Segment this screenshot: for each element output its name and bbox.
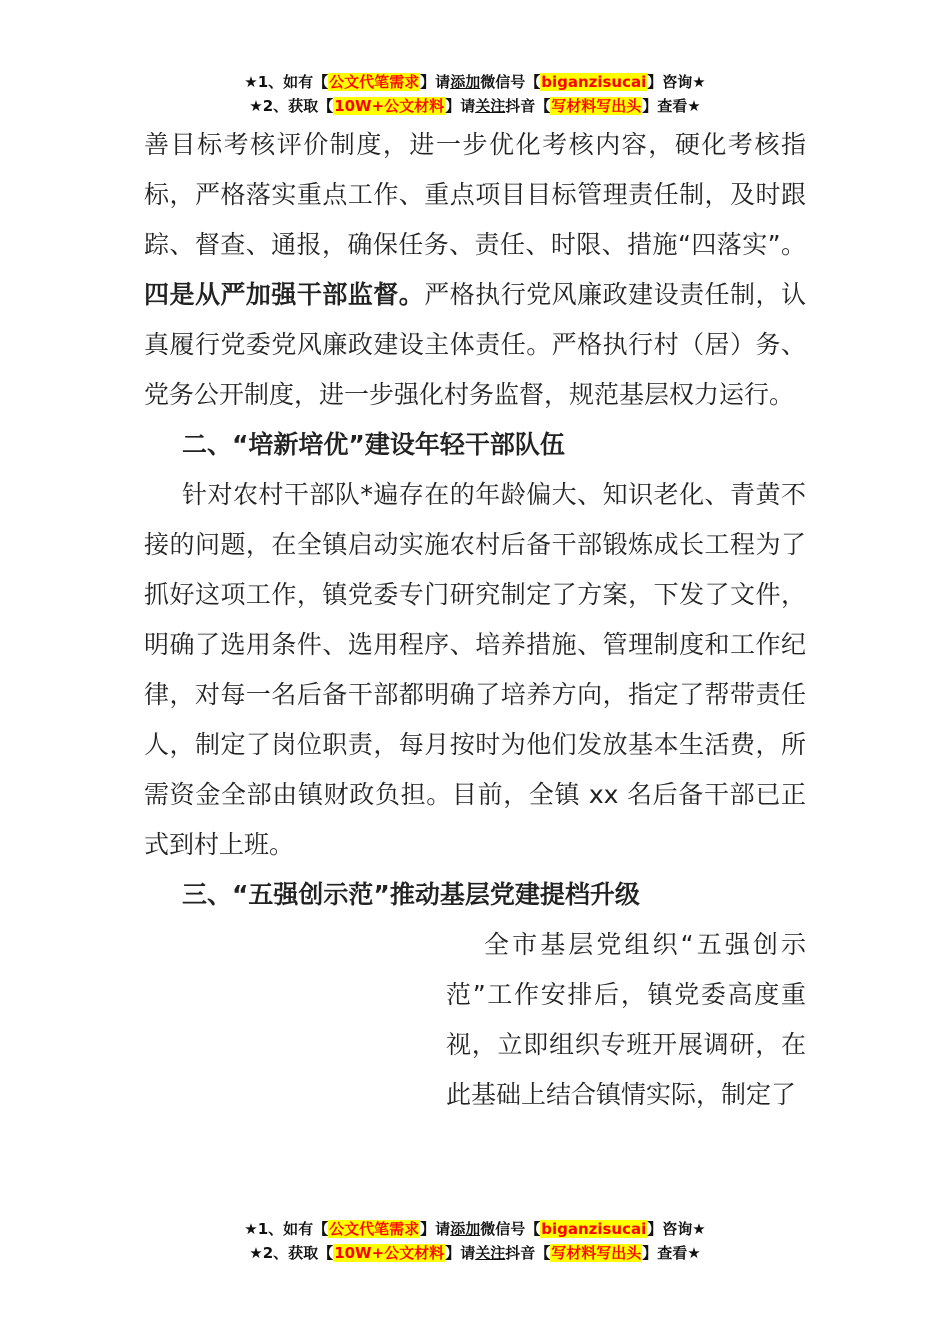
- paragraph-text: 善目标考核评价制度，进一步优化考核内容，硬化考核指标，严格落实重点工作、重点项目目标管理责任制，及时跟踪、督查、通报，确保任务、责任、时限、措施“四落实”。: [144, 130, 806, 259]
- banner-text: 】请: [420, 73, 451, 91]
- banner-line-2: [0, 94, 950, 118]
- underline-follow: 关注: [475, 97, 506, 115]
- paragraph-supervision: [144, 120, 806, 420]
- section-heading-3: 三、“五强创示范”推动基层党建提档升级: [182, 880, 640, 909]
- underline-follow: 关注: [475, 1244, 506, 1262]
- highlight-douyin-account: 写材料写出头: [551, 97, 642, 115]
- paragraph-five-strong: 全市基层党组织“五强创示范”工作安排后，镇党委高度重视，立即组织专班开展调研，在此基础上结合镇情实际，制定了: [446, 930, 806, 1109]
- header-banner: [0, 70, 950, 118]
- banner-line-1: [0, 70, 950, 94]
- banner-text: ★1、如有【: [244, 73, 329, 91]
- highlight-service: 公文代笔需求: [329, 1220, 420, 1238]
- banner-text: 】请: [420, 1220, 451, 1238]
- document-body: [144, 120, 806, 1120]
- highlight-wechat-id: biganzisucai: [541, 73, 647, 91]
- banner-text: 】查看★: [642, 1244, 701, 1262]
- highlight-materials: 10W+公文材料: [334, 1244, 445, 1262]
- banner-text: 】咨询★: [647, 73, 706, 91]
- underline-add: 添加: [450, 73, 481, 91]
- bold-point-four: 四是从严加强干部监督。: [144, 280, 425, 309]
- banner-text: ★1、如有【: [244, 1220, 329, 1238]
- highlight-wechat-id: biganzisucai: [541, 1220, 647, 1238]
- paragraph-text: 严格执行党风廉政建设责任制，认真履行党委党风廉政建设主体责任。严格执行村（居）务、党务公开制度，进一步强化村务监督，规范基层权力运行。: [144, 280, 806, 409]
- highlight-service: 公文代笔需求: [329, 73, 420, 91]
- section-heading-2: 二、“培新培优”建设年轻干部队伍: [182, 430, 565, 459]
- banner-text: 】咨询★: [647, 1220, 706, 1238]
- banner-text: 抖音【: [505, 1244, 551, 1262]
- banner-text: 微信号【: [480, 73, 541, 91]
- banner-line-2: [0, 1241, 950, 1265]
- paragraph-young-cadres: 针对农村干部队*遍存在的年龄偏大、知识老化、青黄不接的问题，在全镇启动实施农村后备干部锻炼成长工程为了抓好这项工作，镇党委专门研究制定了方案，下发了文件，明确了选用条件、选用程序、培养措施、管理制度和工作纪律，对每一名后备干部都明确了培养方向，指定了帮带责任人，制定了岗位职责，每月按时为他们发放基本生活费，所需资金全部由镇财政负担。目前，全镇 xx 名后备干部已正式到村上班。: [144, 480, 806, 859]
- banner-line-1: [0, 1217, 950, 1241]
- footer-banner: [0, 1217, 950, 1265]
- banner-text: 抖音【: [505, 97, 551, 115]
- banner-text: ★2、获取【: [249, 97, 334, 115]
- highlight-materials: 10W+公文材料: [334, 97, 445, 115]
- banner-text: ★2、获取【: [249, 1244, 334, 1262]
- banner-text: 】请: [445, 97, 476, 115]
- banner-text: 】查看★: [642, 97, 701, 115]
- underline-add: 添加: [450, 1220, 481, 1238]
- banner-text: 】请: [445, 1244, 476, 1262]
- highlight-douyin-account: 写材料写出头: [551, 1244, 642, 1262]
- banner-text: 微信号【: [480, 1220, 541, 1238]
